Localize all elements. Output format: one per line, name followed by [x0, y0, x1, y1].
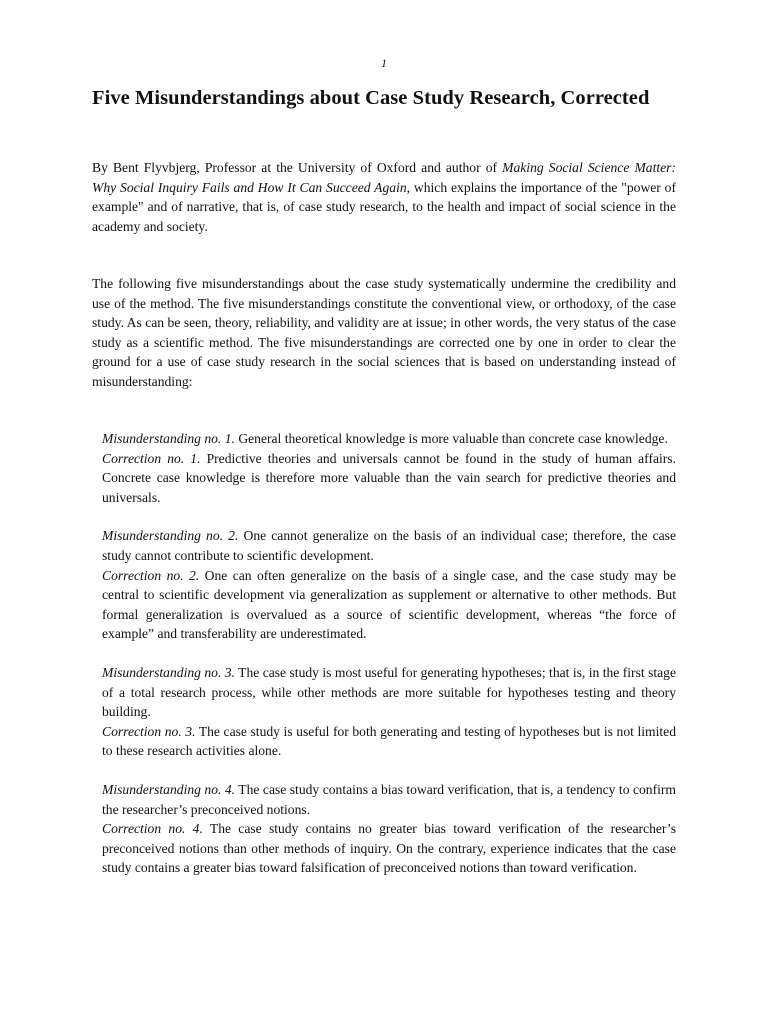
misunderstanding-paragraph	[102, 429, 676, 449]
misunderstanding-text: The case study contains a bias toward verification, that is, a tendency to confirm the researcher’s preconceived notions.	[102, 781, 677, 817]
correction-text: One can often generalize on the basis of a single case, and the case study may be central to scientific development via generalization as supplement or alternative to other methods. But formal generalization is overvalued as a source of scientific development, whereas “the force of example” and transferability are underestimated.	[102, 567, 677, 642]
misunderstanding-label: Misunderstanding no. 2.	[102, 528, 239, 544]
correction-text: Predictive theories and universals cannot be found in the study of human affairs. Concrete case knowledge is therefore more valuable than the vain search for predictive theories and universals.	[102, 450, 676, 505]
misunderstanding-label: Misunderstanding no. 4.	[102, 781, 236, 797]
correction-paragraph	[102, 566, 676, 644]
list-item	[102, 526, 676, 644]
intro-paragraph: The following five misunderstandings about the case study systematically undermine the credibility and use of the method. The five misunderstandings constitute the conventional view, or orthodoxy, of the case study. As can be seen, theory, reliability, and validity are at issue; in other words, the very status of the case study as a scientific method. The five misunderstandings are corrected one by one in order to clear the ground for a use of case study research in the social sciences that is based on understanding instead of misunderstanding:	[92, 276, 676, 389]
correction-paragraph	[102, 722, 676, 761]
misunderstandings-list	[102, 429, 676, 897]
correction-text: The case study contains no greater bias toward verification of the researcher’s preconceived notions than other methods of inquiry. On the contrary, experience indicates that the case study contains a greater bias toward falsification of preconceived notions than toward verification.	[102, 821, 677, 876]
document-title: Five Misunderstandings about Case Study Research, Corrected	[92, 87, 650, 109]
list-item	[102, 429, 676, 507]
correction-label: Correction no. 4.	[102, 821, 203, 837]
byline-suffix: , which explains the importance of the "power of example" and of narrative, that is, of case study research, to the health and impact of social science in the academy and society.	[92, 179, 677, 234]
list-item	[102, 780, 676, 878]
misunderstanding-label: Misunderstanding no. 3.	[102, 664, 235, 680]
correction-paragraph	[102, 819, 676, 878]
document-page	[92, 0, 676, 1024]
misunderstanding-text: General theoretical knowledge is more valuable than concrete case knowledge.	[234, 431, 668, 446]
correction-paragraph	[102, 449, 676, 508]
list-item	[102, 663, 676, 761]
correction-label: Correction no. 2.	[102, 567, 200, 583]
correction-label: Correction no. 3.	[102, 723, 196, 739]
byline-prefix: By Bent Flyvbjerg, Professor at the University of Oxford and author of	[92, 160, 503, 175]
correction-label: Correction no. 1.	[102, 450, 201, 466]
misunderstanding-text: One cannot generalize on the basis of an individual case; therefore, the case study cannot contribute to scientific development.	[102, 528, 677, 563]
author-byline	[92, 158, 676, 236]
misunderstanding-label: Misunderstanding no. 1.	[102, 431, 235, 446]
misunderstanding-paragraph	[102, 780, 676, 819]
page-number: 1	[381, 56, 387, 70]
correction-text: The case study is useful for both generating and testing of hypotheses but is not limited to these research activities alone.	[102, 723, 677, 759]
misunderstanding-paragraph	[102, 663, 676, 722]
book-title: Making Social Science Matter: Why Social Inquiry Fails and How It Can Succeed Again	[92, 160, 676, 195]
misunderstanding-paragraph	[102, 526, 676, 565]
misunderstanding-text: The case study is most useful for generating hypotheses; that is, in the first stage of a total research process, while other methods are more suitable for hypotheses testing and theory building.	[102, 664, 677, 720]
